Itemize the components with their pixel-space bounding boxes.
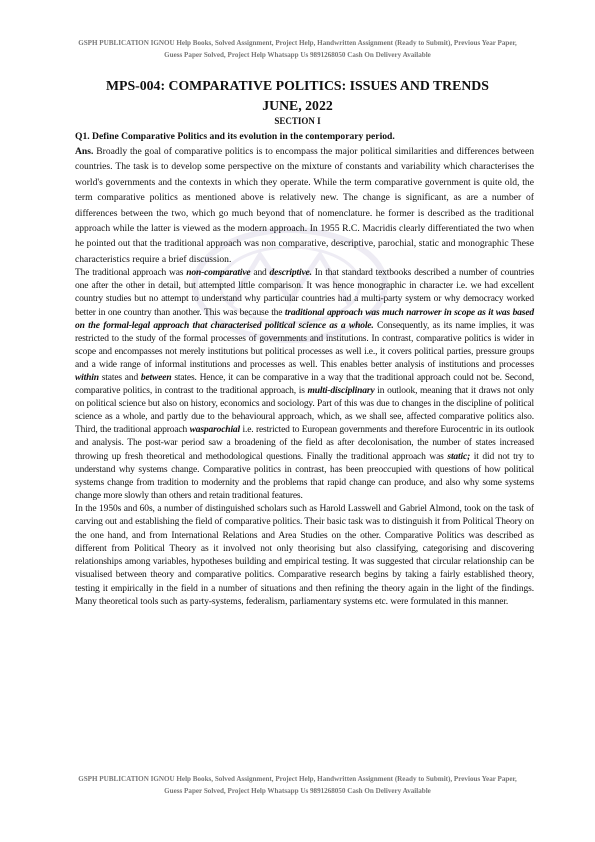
p2-d: descriptive.: [269, 268, 312, 279]
page-header: GSPH PUBLICATION IGNOU Help Books, Solved Assignment, Project Help, Handwritten Assignment (Ready to Submit), Previous Year Paper, Guess Paper Solved, Project Help Whatsapp Us 9891268050 Cash On Delivery Available: [78, 39, 517, 59]
p2-g: Consequently, as its name implies, it was restricted to the study of the formal processes of governments and institutions. In contrast, comparative politics is wider in scope and encompasses not merely institutions but political processes as well i.e., it covers political parties, pressure groups and a wide range of informal institutions and processes as well. This enables better analysis of institutions and processes: [75, 320, 534, 370]
p2-e: In that standard textbooks described a number of countries one after the other in detail, but attempted little comparison. It was hence monographic in character i.e. we had excellent country studies but no attempt to understand why particular countries had a multi-party system or why democracy worked better in one country than another. This was because the: [75, 268, 535, 318]
p2-h: within: [75, 373, 99, 383]
p2-c: and: [250, 268, 270, 279]
p2-p: static;: [447, 451, 471, 462]
p2-m: in outlook, meaning that it draws not only on political science but also on history, economics and sociology. Part of this was due to changes in the discipline of political science as a whole, and partly due to the behavioural approach, which, as we shall see, affected comparative politics also. Third, the traditional approach: [75, 386, 535, 436]
paragraph-1-text: Broadly the goal of comparative politics is to encompass the major political similarities and differences between countries. The task is to develop some perspective on the mixture of constants and variability which characterises the world's governments and the contexts in which they operate. While the term comparative government is quite old, the term comparative politics as mentioned above is relatively new. The change is significant, as are a number of differences between the two, which go much beyond that of nomenclature. he former is described as the traditional approach while the latter is viewed as the modern approach. In 1955 R.C. Macridis clearly differentiated the two when he pointed out that the traditional approach was non comparative, descriptive, parochial, static and monographic These characteristics require a brief discussion.: [75, 146, 534, 265]
paper-title: MPS-004: COMPARATIVE POLITICS: ISSUES AND TRENDS: [106, 78, 489, 93]
answer-paragraph-2: [75, 267, 534, 503]
p2-k: states. Hence, it can be comparative in a way that the traditional approach could not be. Second, comparative politics, in contrast to the traditional approach, is: [75, 373, 534, 397]
p2-b: non-comparative: [186, 268, 251, 279]
section-heading: SECTION I: [274, 116, 321, 126]
p2-q: it did not try to understand why systems change. Comparative politics in contrast, has been preoccupied with questions of how political systems change from tradition to modernity and the problems that rapid change can produce, and also why some systems change more slowly than others and retain traditional features.: [75, 451, 534, 501]
document-title-block: [40, 76, 555, 116]
question-heading: Q1. Define Comparative Politics and its evolution in the contemporary period.: [75, 131, 395, 142]
p2-n: wasparochial: [189, 425, 241, 436]
exam-date: JUNE, 2022: [262, 98, 333, 113]
p2-l: multi-disciplinary: [307, 386, 375, 397]
p2-j: between: [140, 373, 172, 383]
p2-a: The traditional approach was: [75, 268, 187, 279]
answer-label: Ans.: [75, 146, 94, 157]
answer-paragraph-3: In the 1950s and 60s, a number of distinguished scholars such as Harold Lasswell and Gabriel Almond, took on the task of carving out and establishing the field of comparative politics. Their basic task was to distinguish it from Political Theory on the one hand, and from International Relations and Area Studies on the other. Comparative Politics was described as different from Political Theory as it involved not only theorising but also classifying, categorising and discovering relationships among variables, hypotheses building and empirical testing. It was suggested that circular relationship can be visualised between theory and comparative politics. Comparative research begins by taking a fairly established theory, testing it empirically in the field in a number of situations and then refining the theory again in the light of the findings. Many theoretical tools such as party-systems, federalism, parliamentary systems etc. were formulated in this manner.: [75, 503, 534, 608]
p2-f: traditional approach was much narrower in scope as it was based on the formal-legal approach that characterised political science as a whole.: [75, 307, 534, 331]
p2-i: states and: [98, 373, 141, 383]
page-footer: GSPH PUBLICATION IGNOU Help Books, Solved Assignment, Project Help, Handwritten Assignment (Ready to Submit), Previous Year Paper, Guess Paper Solved, Project Help Whatsapp Us 9891268050 Cash On Delivery Available: [78, 775, 517, 795]
p2-o: i.e. restricted to European governments and therefore Eurocentric in its outlook and analysis. The post-war period saw a broadening of the field as after decolonisation, the number of states increased throwing up fresh theoretical and methodological questions. Finally the traditional approach was: [75, 425, 535, 462]
answer-paragraph-1: [75, 144, 534, 267]
answer-body: [75, 144, 534, 609]
